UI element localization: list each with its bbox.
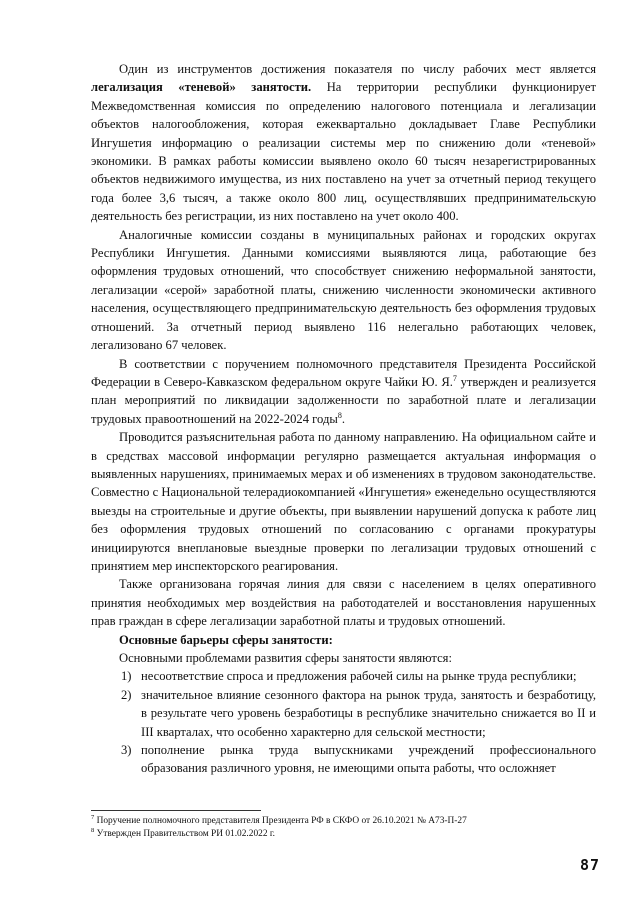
list-item: [91, 686, 596, 741]
footnotes: [91, 815, 596, 841]
footnote-8: [91, 828, 596, 841]
paragraph-outreach: Проводится разъяснительная работа по данному направлению. На официальном сайте и в средствах массовой информации регулярно размещается актуальная информация о выявленных нарушениях, принимаемых мерах и об изменениях в трудовом законодательстве. Совместно с Национальной телерадиокомпанией «Ингушетия» еженедельно осуществляются выезды на строительные и другие объекты, при выявлении нарушений допуска к работе лиц без оформления трудовых отношений по согласованию с органами прокуратуры инициируются внеплановые выездные проверки по легализации трудовых отношений с принятием мер инспекторского реагирования.: [91, 430, 596, 573]
footnote-7: [91, 815, 596, 828]
section-heading: Основные барьеры сферы занятости:: [119, 632, 333, 647]
footnote-ref-7[interactable]: 7: [452, 373, 457, 383]
footnote-text: Утвержден Правительством РИ 01.02.2022 г.: [94, 829, 275, 839]
page-number: 87: [579, 856, 600, 874]
list-item-text: несоответствие спроса и предложения рабочей силы на рынке труда республики;: [141, 669, 577, 684]
paragraph-text: На территории республики функционирует Межведомственная комиссия по определению налогового потенциала и легализации объектов налогообложения, которая ежеквартально докладывает Главе Республики Ингушетия информацию о реализации системы мер по снижению доли «теневой» экономики. В рамках работы комиссии выявлено около 60 тысяч незарегистрированных объектов недвижимого имущества, из них поставлено на учет за отчетный период текущего года более 3,6 тысяч, а также около 800 лиц, осуществлявших предпринимательскую деятельность без регистрации, из них поставлено на учет около 400.: [91, 80, 596, 224]
list-item-number: 2): [121, 687, 132, 702]
list-intro: Основными проблемами развития сферы занятости являются:: [119, 651, 452, 665]
body-text: [91, 60, 596, 778]
paragraph-text: .: [341, 411, 345, 426]
footnote-number: 7: [91, 813, 95, 821]
problems-list: [91, 667, 596, 777]
list-item-text: пополнение рынка труда выпускниками учреждений профессионального образования различного уровня, не имеющими опыта работы, что осложняет: [141, 743, 596, 776]
list-item-text: значительное влияние сезонного фактора на рынок труда, занятость и безработицу, в результате чего уровень безработицы в республике значительно снижается во II и III кварталах, что особенно характерно для сельской местности;: [141, 687, 596, 739]
list-item-number: 1): [121, 669, 132, 684]
list-item-number: 3): [121, 743, 132, 758]
footnote-text: Поручение полномочного представителя Президента РФ в СКФО от 26.10.2021 № А73-П-27: [94, 816, 467, 826]
list-item: [91, 667, 596, 685]
footnote-divider: [91, 810, 261, 811]
paragraph-shadow-employment: [91, 60, 596, 226]
paragraph-municipal-commissions: Аналогичные комиссии созданы в муниципальных районах и городских округах Республики Ингушетия. Данными комиссиями выявляются лица, работающие без оформления трудовых отношений, что способствует снижению неформальной занятости, легализации «серой» заработной платы, снижению численности экономически активного населения, осуществляющего предпринимательскую деятельность без оформления трудовых отношений. За отчетный период выявлено 116 нелегально работающих человек, легализовано 67 человек.: [91, 227, 596, 353]
paragraph-text: Один из инструментов достижения показателя по числу рабочих мест является: [119, 62, 596, 76]
paragraph-text: утвержден и реализуется план мероприятий по ликвидации задолженности по заработной плате и легализации трудовых правоотношений на 2022-2024 годы: [91, 374, 597, 426]
footnote-ref-8[interactable]: 8: [337, 410, 342, 420]
paragraph-hotline: Также организована горячая линия для связи с населением в целях оперативного принятия необходимых мер воздействия на работодателей и восстановления нарушенных прав граждан в сфере легализации заработной платы и трудовых отношений.: [91, 577, 596, 629]
footnote-number: 8: [91, 826, 95, 834]
list-item: [91, 741, 596, 778]
paragraph-text: В соответствии с поручением полномочного представителя Президента Российской Федерации в Северо-Кавказском федеральном округе Чайки Ю. Я.: [91, 356, 596, 389]
paragraph-envoy-instruction: [91, 355, 596, 429]
bold-phrase: легализация «теневой» занятости.: [91, 80, 312, 95]
